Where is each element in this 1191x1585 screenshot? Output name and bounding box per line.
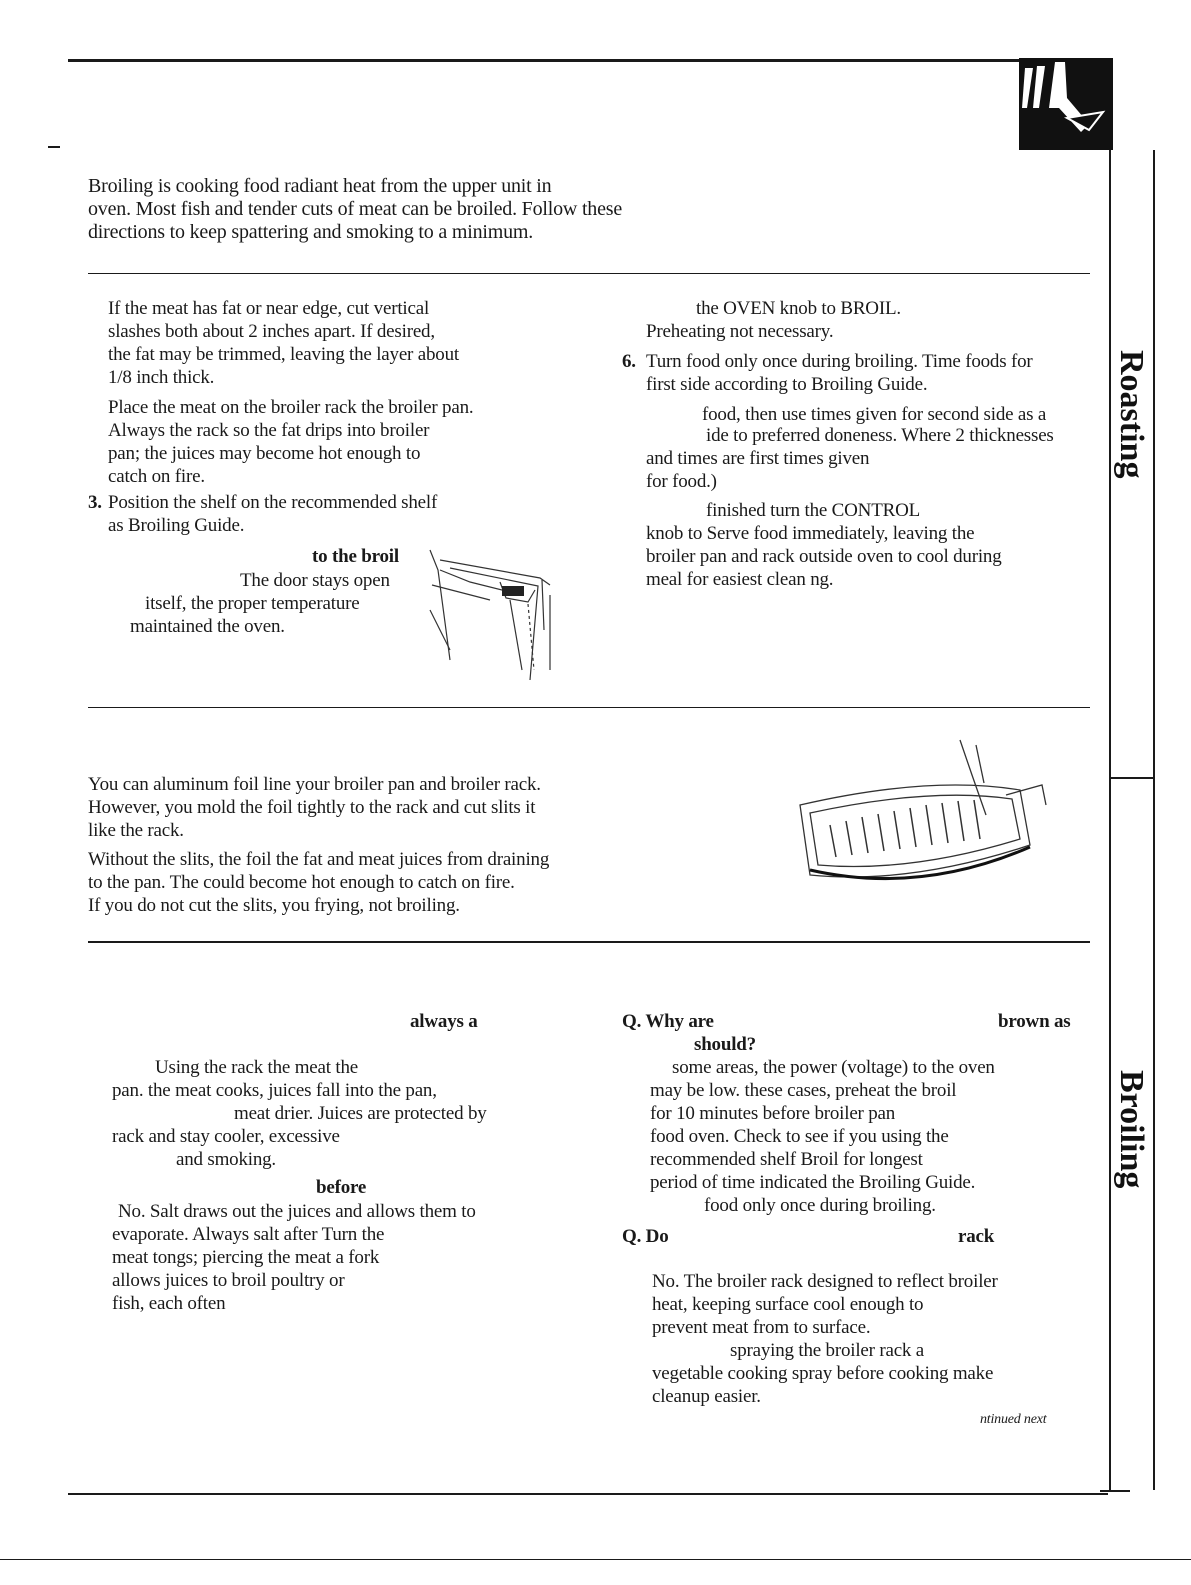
qa-right-q1-tail: brown as	[998, 1011, 1071, 1032]
tab-broiling[interactable]: Broiling	[1113, 1070, 1150, 1189]
bottom-rule	[68, 1493, 1108, 1495]
qa-left-a2: fish, each often	[112, 1293, 226, 1314]
qa-left-q1: always a	[410, 1011, 478, 1032]
qa-left-a1: Using the rack the meat the	[155, 1057, 358, 1078]
qa-right-q1: Q. Why are	[622, 1011, 714, 1032]
step2-line: catch on fire.	[108, 466, 205, 487]
step2-line: Always the rack so the fat drips into broiler	[108, 420, 430, 441]
step2-line: Place the meat on the broiler rack the broiler pan.	[108, 397, 474, 418]
qa-left-a1: meat drier. Juices are protected by	[234, 1103, 487, 1124]
qa-left-q2: before	[316, 1177, 367, 1198]
step4-bold: to the broil	[312, 546, 399, 567]
tab-roasting[interactable]: Roasting	[1113, 350, 1150, 479]
step3-line: Position the shelf on the recommended shelf	[108, 492, 438, 513]
qa-right-a2: heat, keeping surface cool enough to	[652, 1294, 924, 1315]
qa-right-a2: spraying the broiler rack a	[730, 1340, 925, 1361]
qa-right-a2: vegetable cooking spray before cooking make	[652, 1363, 994, 1384]
step7-line: meal for easiest clean ng.	[646, 569, 834, 590]
qa-right-a1: recommended shelf Broil for longest	[650, 1149, 923, 1170]
step6b-line: for food.)	[646, 471, 717, 492]
step7-line: broiler pan and rack outside oven to cool during	[646, 546, 1002, 567]
top-rule	[68, 59, 1110, 62]
sidebar-line	[1109, 150, 1111, 1490]
qa-left-a1: and smoking.	[176, 1149, 276, 1170]
continued-label: ntinued next	[980, 1412, 1047, 1427]
foil-line: Without the slits, the foil the fat and meat juices from draining	[88, 849, 550, 870]
qa-right-q2: Q. Do	[622, 1226, 669, 1247]
step6b-line: food, then use times given for second side as a	[702, 404, 1047, 425]
foil-line: You can aluminum foil line your broiler pan and broiler rack.	[88, 774, 541, 795]
qa-left-a2: allows juices to broil poultry or	[112, 1270, 345, 1291]
qa-right-a1: food only once during broiling.	[704, 1195, 936, 1216]
step1-line: If the meat has fat or near edge, cut vertical	[108, 298, 430, 319]
sidebar-line-right	[1153, 150, 1155, 1490]
qa-right-q2-tail: rack	[958, 1226, 995, 1247]
step7-line: knob to Serve food immediately, leaving the	[646, 523, 975, 544]
foil-line: to the pan. The could become hot enough to catch on fire.	[88, 872, 515, 893]
qa-right-a1: some areas, the power (voltage) to the oven	[672, 1057, 995, 1078]
qa-left-a1: rack and stay cooler, excessive	[112, 1126, 340, 1147]
step4-line: maintained the oven.	[130, 616, 285, 637]
qa-right-a1: for 10 minutes before broiler pan	[650, 1103, 896, 1124]
brand-logo	[1019, 58, 1113, 150]
section-rule	[88, 707, 1090, 708]
intro-line: directions to keep spattering and smoking to a minimum.	[88, 221, 534, 243]
step6-number: 6.	[622, 351, 636, 372]
qa-right-a2: prevent meat from to surface.	[652, 1317, 871, 1338]
tab-end	[1100, 1490, 1130, 1492]
qa-right-a2: No. The broiler rack designed to reflect broiler	[652, 1271, 998, 1292]
qa-left-a2: meat tongs; piercing the meat a fork	[112, 1247, 380, 1268]
step4-line: itself, the proper temperature	[145, 593, 360, 614]
step4-line: The door stays open	[240, 570, 390, 591]
qa-right-a1: period of time indicated the Broiling Guide.	[650, 1172, 976, 1193]
tab-divider	[1109, 777, 1155, 779]
section-rule	[88, 273, 1090, 274]
foil-line: However, you mold the foil tightly to the rack and cut slits it	[88, 797, 536, 818]
oven-door-illustration	[410, 540, 560, 680]
qa-left-a1: pan. the meat cooks, juices fall into the pan,	[112, 1080, 437, 1101]
step6-line: Turn food only once during broiling. Time foods for	[646, 351, 1033, 372]
step5-line: Preheating not necessary.	[646, 321, 834, 342]
footer-rule	[0, 1559, 1191, 1560]
step2-line: pan; the juices may become hot enough to	[108, 443, 421, 464]
step7-line: finished turn the CONTROL	[706, 500, 921, 521]
dash-mark	[48, 146, 60, 148]
broiler-pan-illustration	[780, 735, 1050, 895]
step6-line: first side according to Broiling Guide.	[646, 374, 928, 395]
qa-right-a2: cleanup easier.	[652, 1386, 761, 1407]
step3-number: 3.	[88, 492, 102, 513]
qa-right-q1b: should?	[694, 1034, 756, 1055]
intro-line: Broiling is cooking food radiant heat from the upper unit in	[88, 175, 552, 197]
step3-line: as Broiling Guide.	[108, 515, 245, 536]
step1-line: slashes both about 2 inches apart. If desired,	[108, 321, 435, 342]
intro-line: oven. Most fish and tender cuts of meat can be broiled. Follow these	[88, 198, 623, 220]
step6b-line: and times are first times given	[646, 448, 870, 469]
foil-line: If you do not cut the slits, you frying, not broiling.	[88, 895, 460, 916]
section-rule	[88, 941, 1090, 943]
step5-line: the OVEN knob to BROIL.	[696, 298, 901, 319]
qa-left-a2: No. Salt draws out the juices and allows them to	[118, 1201, 476, 1222]
qa-right-a1: may be low. these cases, preheat the broil	[650, 1080, 957, 1101]
step1-line: the fat may be trimmed, leaving the layer about	[108, 344, 459, 365]
step1-line: 1/8 inch thick.	[108, 367, 215, 388]
qa-right-a1: food oven. Check to see if you using the	[650, 1126, 949, 1147]
step6b-line: ide to preferred doneness. Where 2 thicknesses	[706, 425, 1054, 446]
qa-left-a2: evaporate. Always salt after Turn the	[112, 1224, 385, 1245]
foil-line: like the rack.	[88, 820, 184, 841]
